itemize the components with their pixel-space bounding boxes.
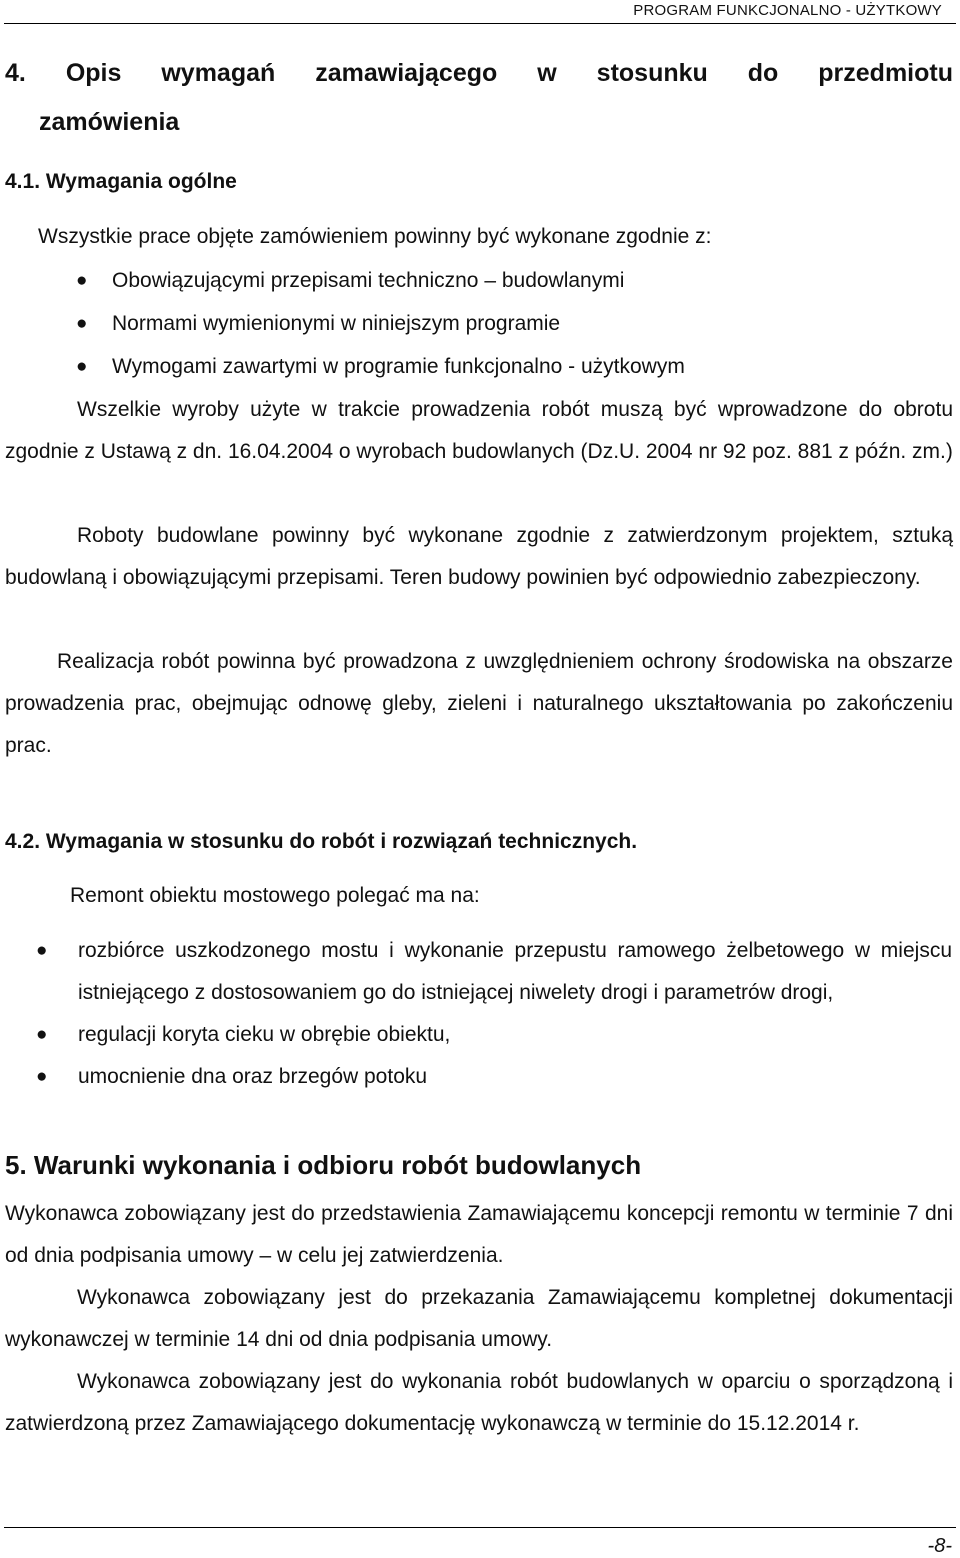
bullet-icon: ● bbox=[36, 1024, 48, 1045]
section-4-2-intro: Remont obiektu mostowego polegać ma na: bbox=[70, 884, 480, 907]
section-5-heading: 5. Warunki wykonania i odbioru robót budowlanych bbox=[5, 1150, 642, 1180]
bullet-icon: ● bbox=[76, 313, 88, 334]
section-4-1-intro: Wszystkie prace objęte zamówieniem powinny być wykonane zgodnie z: bbox=[38, 225, 712, 248]
bullet-icon: ● bbox=[76, 356, 88, 377]
header-rule bbox=[4, 23, 956, 24]
list-item: ● Wymogami zawartymi w programie funkcjonalno - użytkowym bbox=[0, 345, 685, 388]
page-header: PROGRAM FUNKCJONALNO - UŻYTKOWY bbox=[633, 2, 942, 19]
section-4-heading-line-1: 4. Opis wymagań zamawiającego w stosunku do przedmiotu bbox=[5, 59, 953, 87]
section-4-1-heading: 4.1. Wymagania ogólne bbox=[5, 170, 237, 193]
paragraph-documentation: Wykonawca zobowiązany jest do przekazania Zamawiającemu kompletnej dokumentacji wykonawczej w terminie 14 dni od dnia podpisania umowy. bbox=[5, 1286, 953, 1351]
paragraph-products: Wszelkie wyroby użyte w trakcie prowadzenia robót muszą być wprowadzone do obrotu zgodnie z Ustawą z dn. 16.04.2004 o wyrobach budowlanych (Dz.U. 2004 nr 92 poz. 881 z późn. zm.) bbox=[5, 398, 953, 463]
list-item: ● regulacji koryta cieku w obrębie obiektu, bbox=[0, 1014, 952, 1056]
page-number: -8- bbox=[927, 1535, 952, 1557]
paragraph-environment: Realizacja robót powinna być prowadzona z uwzględnieniem ochrony środowiska na obszarze prowadzenia prac, obejmując odnowę gleby, zieleni i naturalnego ukształtowania po zakończeniu prac. bbox=[5, 650, 953, 757]
section-4-heading-line-2: zamówienia bbox=[39, 108, 180, 136]
scope-list bbox=[0, 930, 952, 1098]
paragraph-execution: Wykonawca zobowiązany jest do wykonania robót budowlanych w oparciu o sporządzoną i zatwierdzoną przez Zamawiającego dokumentację wykonawczą w terminie do 15.12.2014 r. bbox=[5, 1370, 953, 1435]
footer-rule bbox=[4, 1527, 956, 1528]
bullet-icon: ● bbox=[76, 270, 88, 291]
list-item: ● rozbiórce uszkodzonego mostu i wykonanie przepustu ramowego żelbetowego w miejscu istniejącego z dostosowaniem go do istniejącej niwelety drogi i parametrów drogi, bbox=[0, 930, 952, 1014]
list-item: ● Normami wymienionymi w niniejszym programie bbox=[0, 302, 685, 345]
bullet-icon: ● bbox=[36, 940, 48, 961]
section-4-heading bbox=[5, 49, 953, 147]
bullet-icon: ● bbox=[36, 1066, 48, 1087]
paragraph-construction: Roboty budowlane powinny być wykonane zgodnie z zatwierdzonym projektem, sztuką budowlaną i obowiązującymi przepisami. Teren budowy powinien być odpowiednio zabezpieczony. bbox=[5, 524, 953, 589]
paragraph-concept: Wykonawca zobowiązany jest do przedstawienia Zamawiającemu koncepcji remontu w terminie 7 dni od dnia podpisania umowy – w celu jej zatwierdzenia. bbox=[5, 1202, 953, 1267]
list-item: ● umocnienie dna oraz brzegów potoku bbox=[0, 1056, 952, 1098]
list-item: ● Obowiązującymi przepisami techniczno – budowlanymi bbox=[0, 259, 685, 302]
section-4-2-heading: 4.2. Wymagania w stosunku do robót i rozwiązań technicznych. bbox=[5, 830, 638, 853]
requirements-list bbox=[0, 259, 685, 388]
